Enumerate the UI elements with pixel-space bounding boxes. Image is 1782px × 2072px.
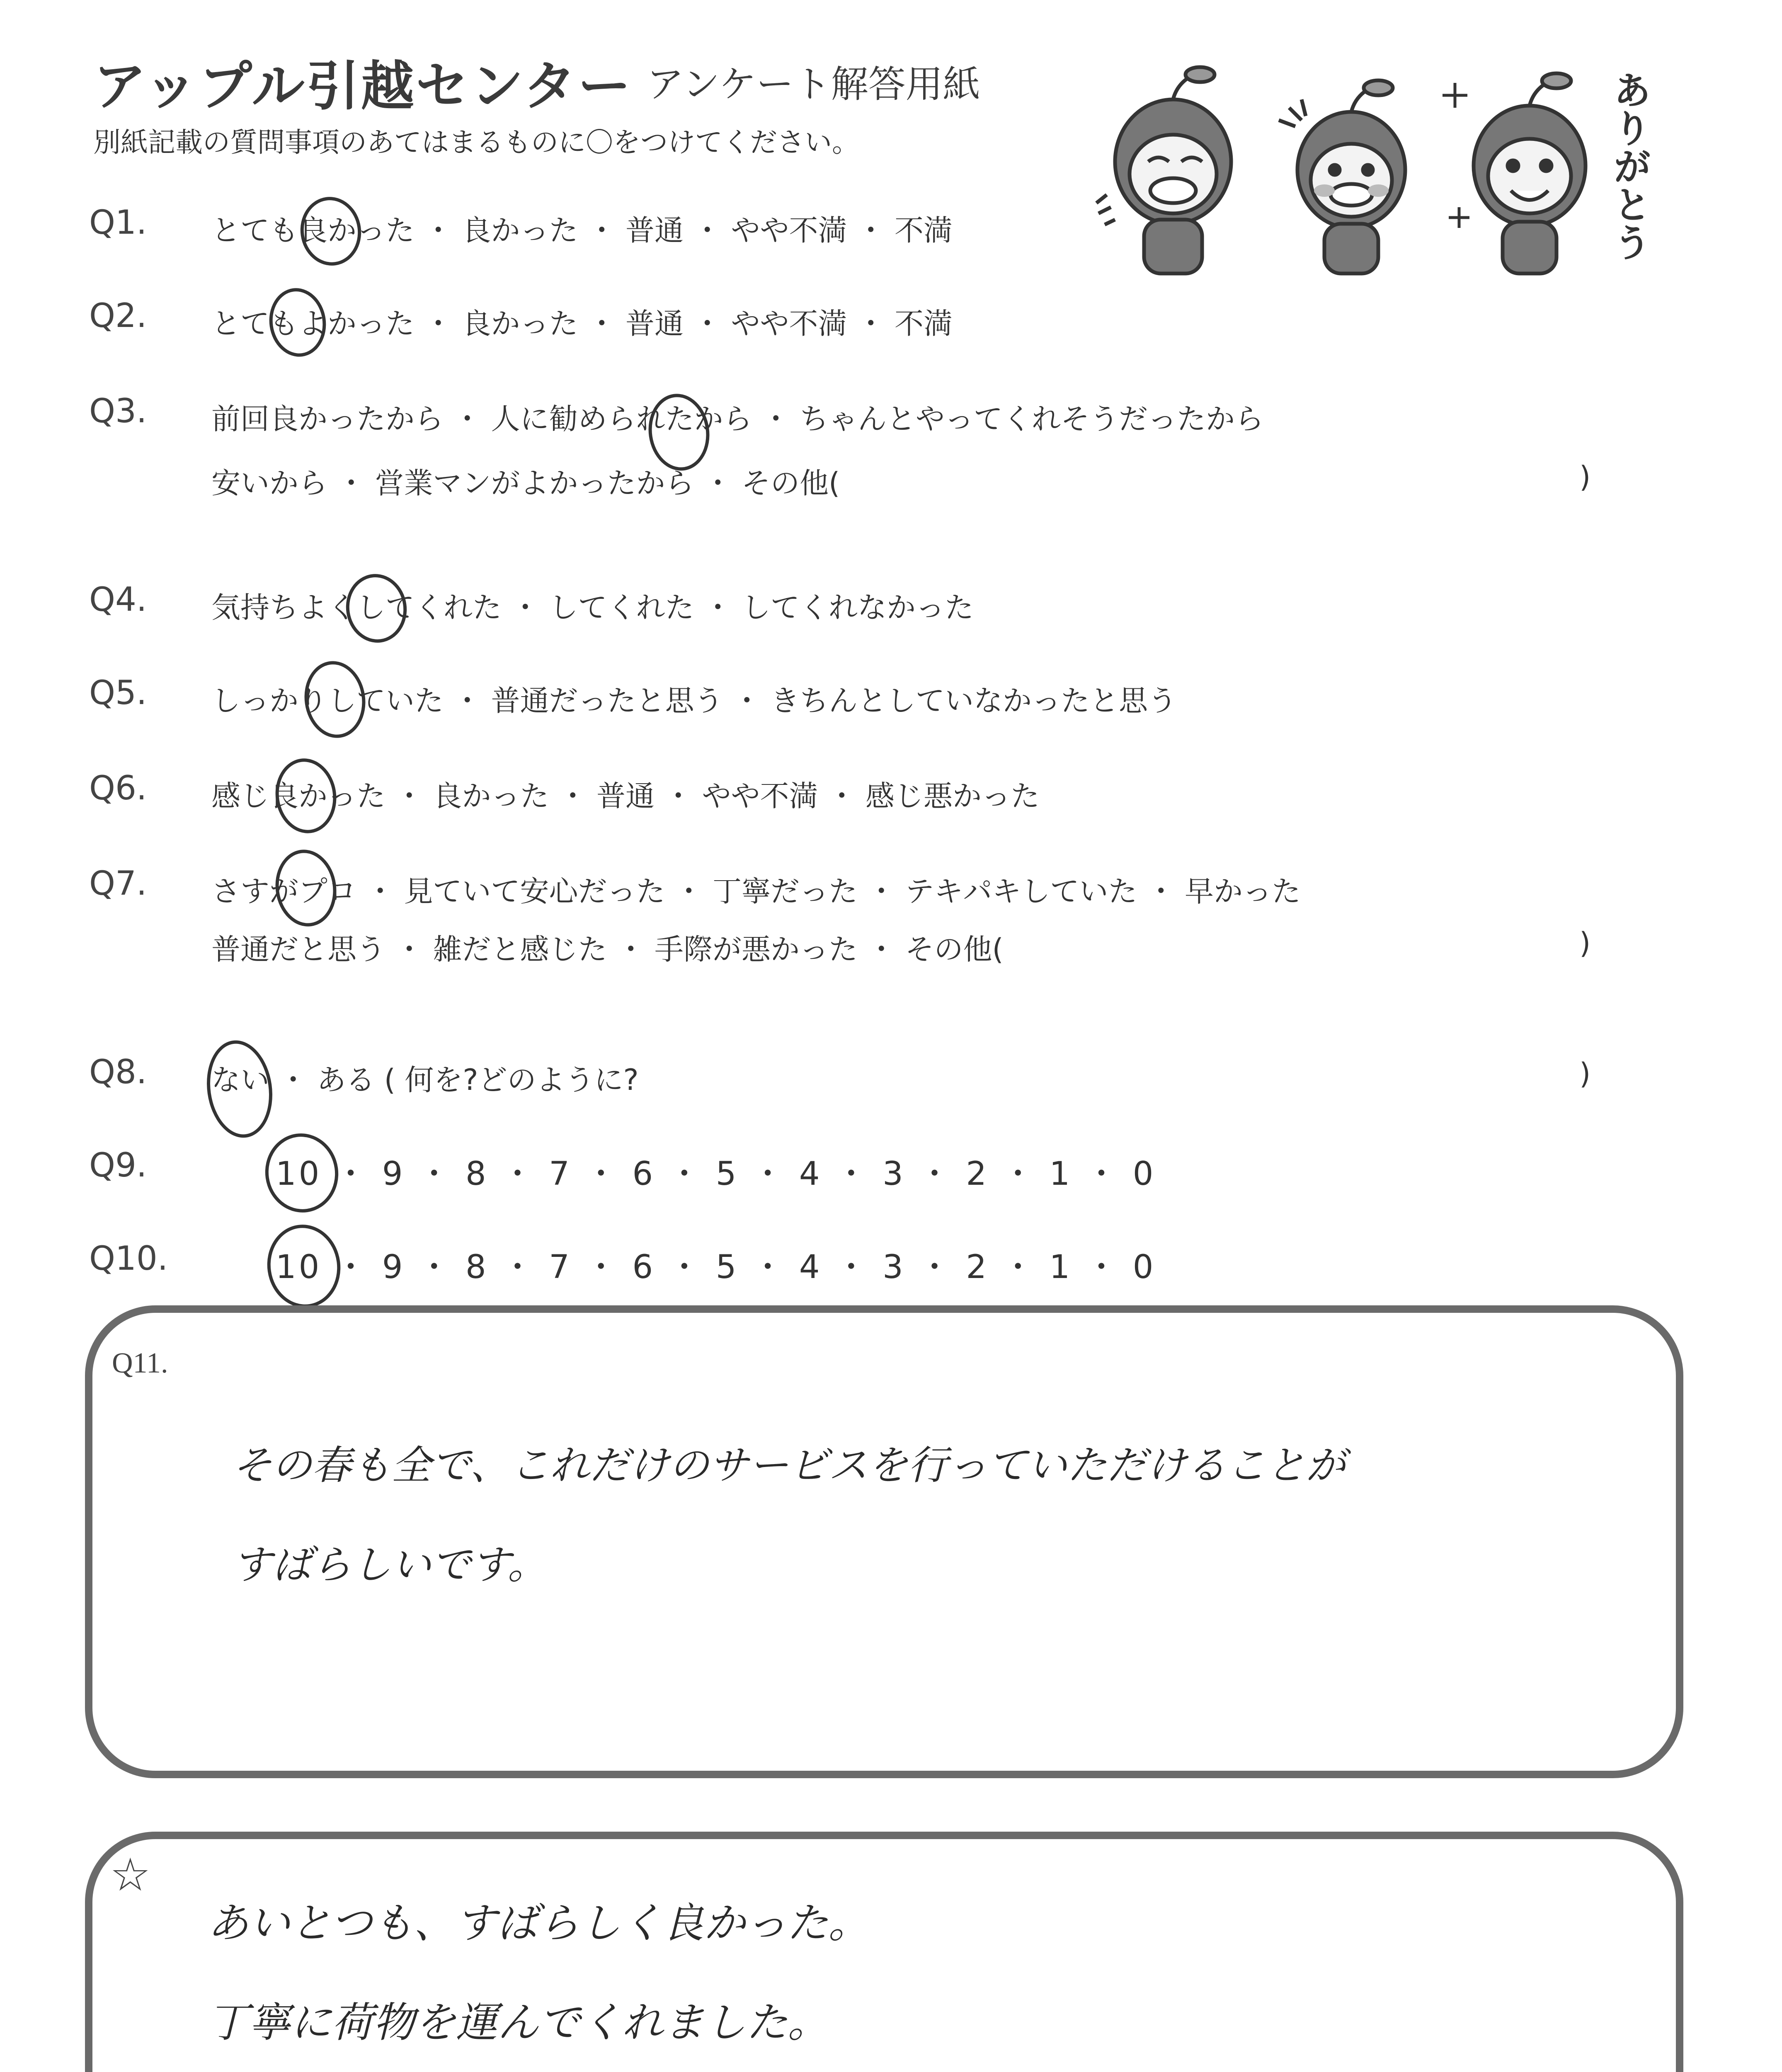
mascot-illustration — [1094, 58, 1650, 282]
q2-answer-circle — [265, 284, 330, 360]
q3-closing-paren: ) — [1579, 460, 1591, 494]
instruction-text: 別紙記載の質問事項のあてはまるものに〇をつけてください。 — [93, 126, 859, 158]
q10-label: Q10. — [89, 1239, 168, 1278]
q10-scale[interactable]: 10 ・ 9 ・ 8 ・ 7 ・ 6 ・ 5 ・ 4 ・ 3 ・ 2 ・ 1 ・ 0 — [276, 1249, 1156, 1286]
q2-label: Q2. — [89, 296, 147, 335]
q6-options[interactable]: 感じ良かった ・ 良かった ・ 普通 ・ やや不満 ・ 感じ悪かった — [211, 779, 1040, 813]
monkey-icon — [1094, 58, 1650, 282]
q1-answer-circle — [296, 193, 366, 270]
star-icon: ☆ — [110, 1848, 151, 1901]
q11-comment-line1: その春も全で、これだけのサービスを行っていただけることが — [232, 1442, 1346, 1489]
q3-label: Q3. — [89, 392, 147, 430]
q5-label: Q5. — [89, 673, 147, 712]
free-comment-line1: あいとつも、すばらしく良かった。 — [207, 1899, 870, 1947]
q3-options-line2[interactable]: 安いから ・ 営業マンがよかったから ・ その他( — [211, 466, 840, 500]
q6-label: Q6. — [89, 769, 147, 807]
survey-subtitle: アンケート解答用紙 — [647, 63, 980, 106]
q11-comment-line2: すばらしいです。 — [232, 1542, 548, 1588]
survey-title: アップル引越センター — [93, 56, 633, 117]
q10-answer-circle — [262, 1220, 346, 1313]
q7-label: Q7. — [89, 864, 147, 903]
q7-closing-paren: ) — [1579, 926, 1591, 960]
q7-options-line2[interactable]: 普通だと思う ・ 雑だと感じた ・ 手際が悪かった ・ その他( — [211, 932, 1004, 966]
q7-options-line1[interactable]: さすがプロ ・ 見ていて安心だった ・ 丁寧だった ・ テキパキしていた ・ 早かった — [211, 874, 1301, 908]
q9-scale[interactable]: 10 ・ 9 ・ 8 ・ 7 ・ 6 ・ 5 ・ 4 ・ 3 ・ 2 ・ 1 ・ 0 — [276, 1155, 1156, 1193]
q4-answer-circle — [342, 570, 411, 647]
q6-answer-circle — [271, 755, 341, 838]
free-comment-line2: 丁寧に荷物を運んでくれました。 — [207, 1998, 829, 2047]
q8-label: Q8. — [89, 1053, 147, 1091]
q8-answer-circle — [201, 1036, 278, 1142]
q7-answer-circle — [271, 846, 341, 931]
mascot-caption: ありがとう — [1607, 70, 1651, 261]
q8-closing-paren: ) — [1579, 1057, 1591, 1091]
q1-options[interactable]: とても良かった ・ 良かった ・ 普通 ・ やや不満 ・ 不満 — [211, 213, 953, 247]
q3-options-line1[interactable]: 前回良かったから ・ 人に勧められたから ・ ちゃんとやってくれそうだったから — [211, 402, 1264, 436]
q9-answer-circle — [260, 1129, 344, 1218]
q5-answer-circle — [300, 657, 370, 742]
q4-options[interactable]: 気持ちよくしてくれた ・ してくれた ・ してくれなかった — [211, 591, 974, 625]
q1-label: Q1. — [89, 203, 147, 242]
q5-options[interactable]: しっかりしていた ・ 普通だったと思う ・ きちんとしていなかったと思う — [211, 684, 1177, 718]
q4-label: Q4. — [89, 580, 147, 619]
q11-label: Q11. — [112, 1347, 168, 1379]
q9-label: Q9. — [89, 1146, 147, 1184]
q2-options[interactable]: とてもよかった ・ 良かった ・ 普通 ・ やや不満 ・ 不満 — [211, 307, 953, 341]
q8-options[interactable]: ない ・ ある ( 何を?どのように? — [211, 1063, 639, 1097]
